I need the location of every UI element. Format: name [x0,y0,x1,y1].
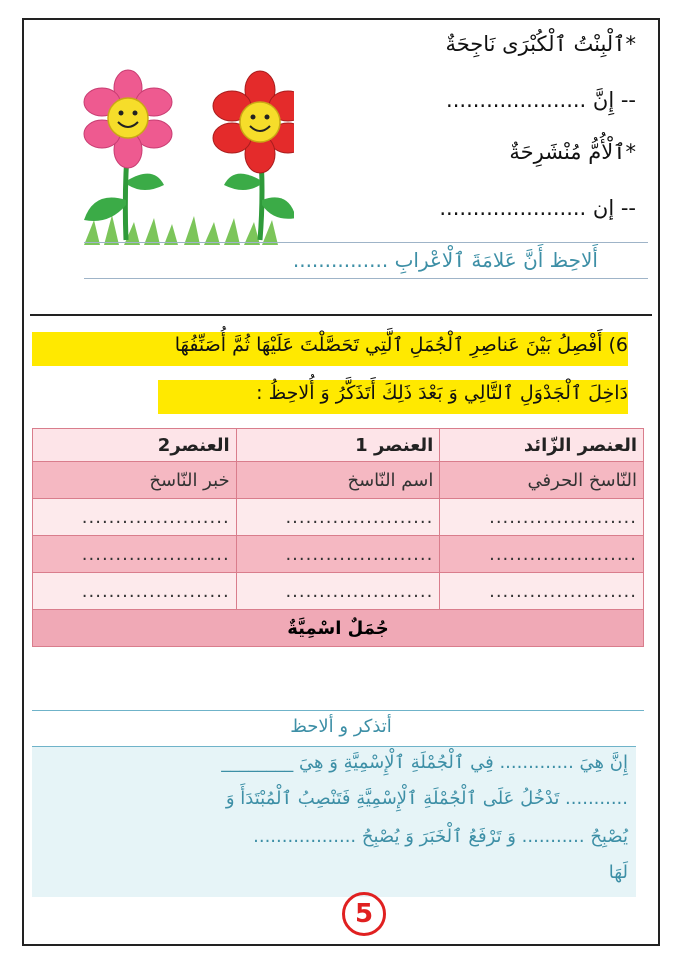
divider [32,710,644,711]
table-cell[interactable]: ...................... [33,499,237,536]
table-subheader: النّاسخ الحرفي [440,462,644,499]
remember-line-2: ........... تَدْخُلُ عَلَى ٱلْجُمْلَةِ ٱلْإِسْمِيَّةِ فَتَنْصِبُ ٱلْمُبْتَدَأَ وَ [225,788,628,809]
table-footer: جُمَلٌ اسْمِيَّةٌ [33,610,644,647]
remember-title: أتذكر و ألاحظ [290,716,392,737]
table-cell[interactable]: ...................... [33,536,237,573]
table-cell[interactable]: ...................... [236,499,440,536]
table-cell[interactable]: ...................... [236,573,440,610]
divider [84,278,648,279]
worksheet-page [22,18,660,946]
table-header: العنصر2 [33,429,237,462]
table-header: العنصر الزّائد [440,429,644,462]
table-cell[interactable]: ...................... [440,536,644,573]
table-header: العنصر 1 [236,429,440,462]
table-subheader: اسم النّاسخ [236,462,440,499]
observation-note: أَلاحِظ أَنَّ عَلامَةَ ٱلْاعْرابِ ............... [292,248,598,272]
flowers-illustration [64,40,294,250]
divider [84,242,648,243]
exercise-instruction-2: دَاخِلَ ٱلْجَدْوَلِ ٱلتَّالِي وَ بَعْدَ ذَلِكَ أَتَذَكَّرُ وَ أُلاحِظُ : [256,382,628,404]
remember-line-4: لَهَا [608,862,628,883]
exercise-instruction-1: 6) أَفْصِلُ بَيْنَ عَناصِرِ ٱلْجُمَلِ ٱلَّتِي تَحَصَّلْتَ عَلَيْهَا ثُمَّ أُصَنِّفُهَا [174,334,628,356]
remember-line-3: يُصْبِحُ ........... وَ تَرْفَعُ ٱلْخَبَرَ وَ يُصْبِحُ .................. [253,826,628,847]
sentence-2: *ٱلْأُمُّ مُنْشَرِحَةٌ [509,140,636,164]
table-cell[interactable]: ...................... [440,573,644,610]
remember-line-1: إِنَّ هِيَ ............. فِي ٱلْجُمْلَةِ ٱلْإِسْمِيَّةِ وَ هِيَ ________ [221,752,628,773]
classification-table [32,428,644,647]
page-number: 5 [342,892,386,936]
table-subheader: خبر النّاسخ [33,462,237,499]
sentence-1: *ٱلْبِنْتُ ٱلْكُبْرَى نَاجِحَةٌ [445,32,636,56]
section-separator [30,314,652,316]
table-cell[interactable]: ...................... [33,573,237,610]
table-cell[interactable]: ...................... [440,499,644,536]
answer-line-1: -- إِنَّ ..................... [446,88,636,112]
table-cell[interactable]: ...................... [236,536,440,573]
answer-line-2: -- إن ...................... [439,196,636,220]
